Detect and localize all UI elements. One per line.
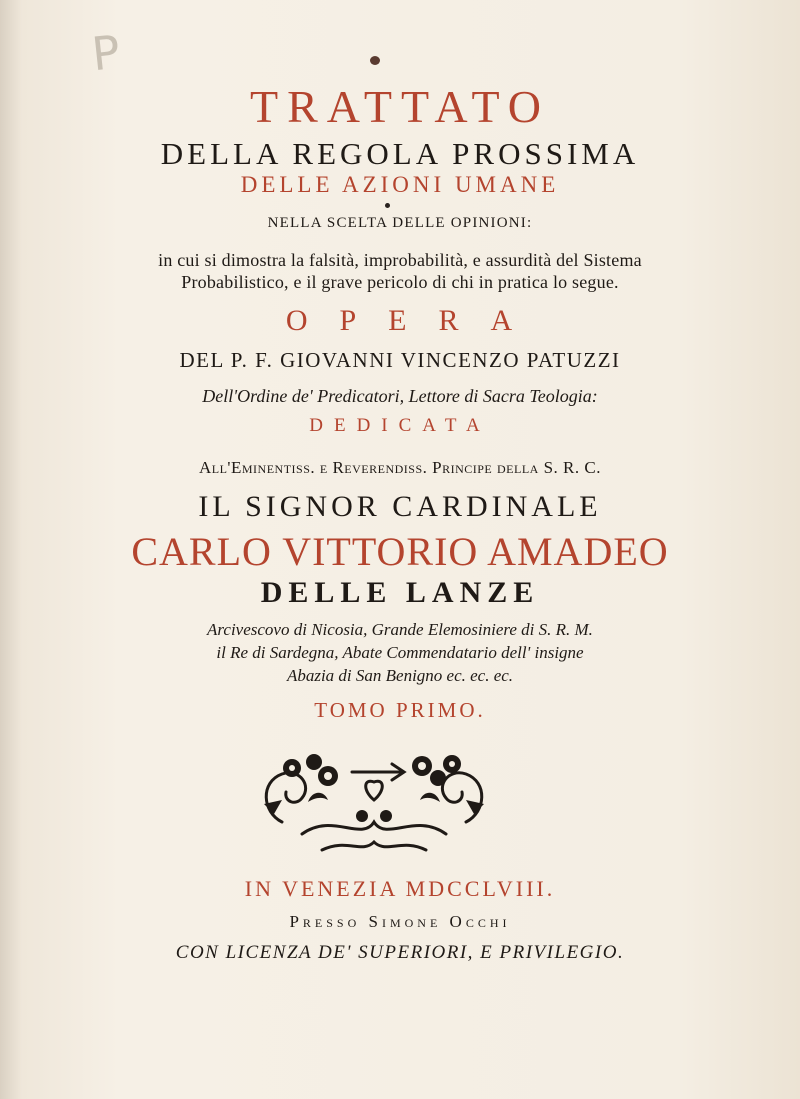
opera-heading: OPERA (285, 304, 545, 337)
dedication-line: All'Eminentiss. e Reverendiss. Principe della S. R. C. (199, 458, 601, 477)
ink-dot (370, 56, 380, 65)
dedicata-heading: DEDICATA (309, 415, 491, 436)
ordine-line: Dell'Ordine de' Predicatori, Lettore di Sacra Teologia: (202, 386, 598, 406)
signor-cardinale-line: IL SIGNOR CARDINALE (198, 490, 602, 523)
license-line: CON LICENZA DE' SUPERIORI, E PRIVILEGIO. (175, 942, 625, 963)
volume-label: TOMO PRIMO. (314, 698, 486, 722)
imprint-place-date: IN VENEZIA MDCCLVIII. (244, 876, 556, 901)
titles-line-2: il Re di Sardegna, Abate Commendatario dell' insigne (216, 643, 584, 662)
floral-woodcut-ornament-icon (252, 742, 496, 860)
titles-line-3: Abazia di San Benigno ec. ec. ec. (286, 666, 514, 685)
delle-lanze-line: DELLE LANZE (260, 576, 540, 609)
subtitle-line-2: DELLE AZIONI UMANE (240, 172, 560, 197)
book-title: TRATTATO (249, 81, 551, 132)
author-line: DEL P. F. GIOVANNI VINCENZO PATUZZI (179, 348, 621, 372)
pencil-mark: P (89, 24, 123, 82)
cardinal-name: CARLO VITTORIO AMADEO (131, 529, 669, 574)
description-line-1: in cui si dimostra la falsità, improbabilità, e assurdità del Sistema (158, 250, 642, 270)
printer-line: Presso Simone Occhi (289, 912, 511, 931)
scelta-line: NELLA SCELTA DELLE OPINIONI: (267, 215, 533, 231)
subtitle-line-1: DELLA REGOLA PROSSIMA (160, 136, 640, 171)
ink-dot-small (385, 203, 390, 208)
description-line-2: Probabilistico, e il grave pericolo di chi in pratica lo segue. (181, 272, 619, 292)
titles-line-1: Arcivescovo di Nicosia, Grande Elemosiniere di S. R. M. (207, 620, 593, 639)
